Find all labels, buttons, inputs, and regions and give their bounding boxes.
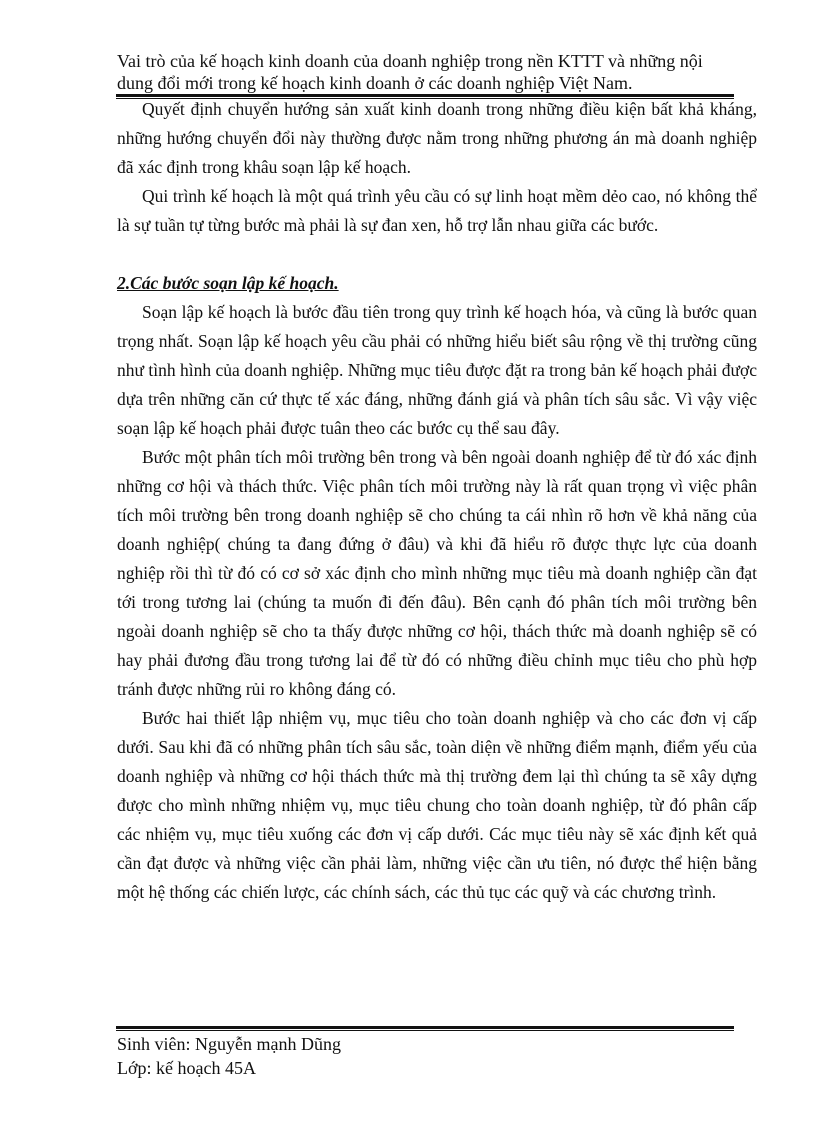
paragraph-5: Bước hai thiết lập nhiệm vụ, mục tiêu cho toàn doanh nghiệp và cho các đơn vị cấp dưới. Sau khi đã có những phân tích sâu sắc, toàn diện về những điểm mạnh, điểm yếu của doanh nghiệp và những cơ hội thách thức mà thị trường đem lại thì chúng ta sẽ xây dựng được cho mình những nhiệm vụ, mục tiêu chung cho toàn doanh nghiệp, từ đó phân cấp các nhiệm vụ, mục tiêu xuống các đơn vị cấp dưới. Các mục tiêu này sẽ xác định kết quả cần đạt được và những việc cần phải làm, những việc cần ưu tiên, nó được thể hiện bằng một hệ thống các chiến lược, các chính sách, các thủ tục các quỹ và các chương trình. xyxy=(117,708,757,902)
footer-divider xyxy=(116,1026,734,1031)
paragraph-2: Qui trình kế hoạch là một quá trình yêu cầu có sự linh hoạt mềm dẻo cao, nó không thể là sự tuần tự từng bước mà phải là sự đan xen, hỗ trợ lẫn nhau giữa các bước. xyxy=(117,186,757,235)
page-footer xyxy=(117,1032,757,1080)
header-title-line-1: Vai trò của kế hoạch kinh doanh của doanh nghiệp trong nền KTTT và những nội xyxy=(117,51,703,71)
page-body xyxy=(117,95,757,907)
paragraph-1: Quyết định chuyển hướng sản xuất kinh doanh trong những điều kiện bất khả kháng, những hướng chuyển đổi này thường được nằm trong những phương án mà doanh nghiệp đã xác định trong khâu soạn lập kế hoạch. xyxy=(117,99,757,177)
page-header xyxy=(117,50,757,94)
paragraph-4: Bước một phân tích môi trường bên trong và bên ngoài doanh nghiệp để từ đó xác định những cơ hội và thách thức. Việc phân tích môi trường này là rất quan trọng vì việc phân tích môi trường bên trong doanh nghiệp sẽ cho chúng ta cái nhìn rõ hơn về khả năng của doanh nghiệp( chúng ta đang đứng ở đâu) và khi đã hiểu rõ được thực lực của doanh nghiệp rồi thì từ đó có cơ sở xác định cho mình những mục tiêu mà doanh nghiệp cần đạt tới trong tương lai (chúng ta muốn đi đến đâu). Bên cạnh đó phân tích môi trường bên ngoài doanh nghiệp sẽ cho ta thấy được những cơ hội, thách thức mà doanh nghiệp sẽ có hay phải đương đầu trong tương lai để từ đó có những điều chỉnh mục tiêu cho phù hợp tránh được những rủi ro không đáng có. xyxy=(117,447,757,699)
footer-class: Lớp: kế hoạch 45A xyxy=(117,1058,256,1078)
footer-student-name: Sinh viên: Nguyễn mạnh Dũng xyxy=(117,1034,341,1054)
section-heading: 2.Các bước soạn lập kế hoạch. xyxy=(117,273,339,293)
header-title-line-2: dung đổi mới trong kế hoạch kinh doanh ở các doanh nghiệp Việt Nam. xyxy=(117,73,633,93)
paragraph-3: Soạn lập kế hoạch là bước đầu tiên trong quy trình kế hoạch hóa, và cũng là bước quan trọng nhất. Soạn lập kế hoạch yêu cầu phải có những hiểu biết sâu rộng về thị trường cũng như tình hình của doanh nghiệp. Những mục tiêu được đặt ra trong bản kế hoạch phải được dựa trên những căn cứ thực tế xác đáng, những đánh giá và phân tích sâu sắc. Vì vậy việc soạn lập kế hoạch phải được tuân theo các bước cụ thể sau đây. xyxy=(117,302,757,438)
